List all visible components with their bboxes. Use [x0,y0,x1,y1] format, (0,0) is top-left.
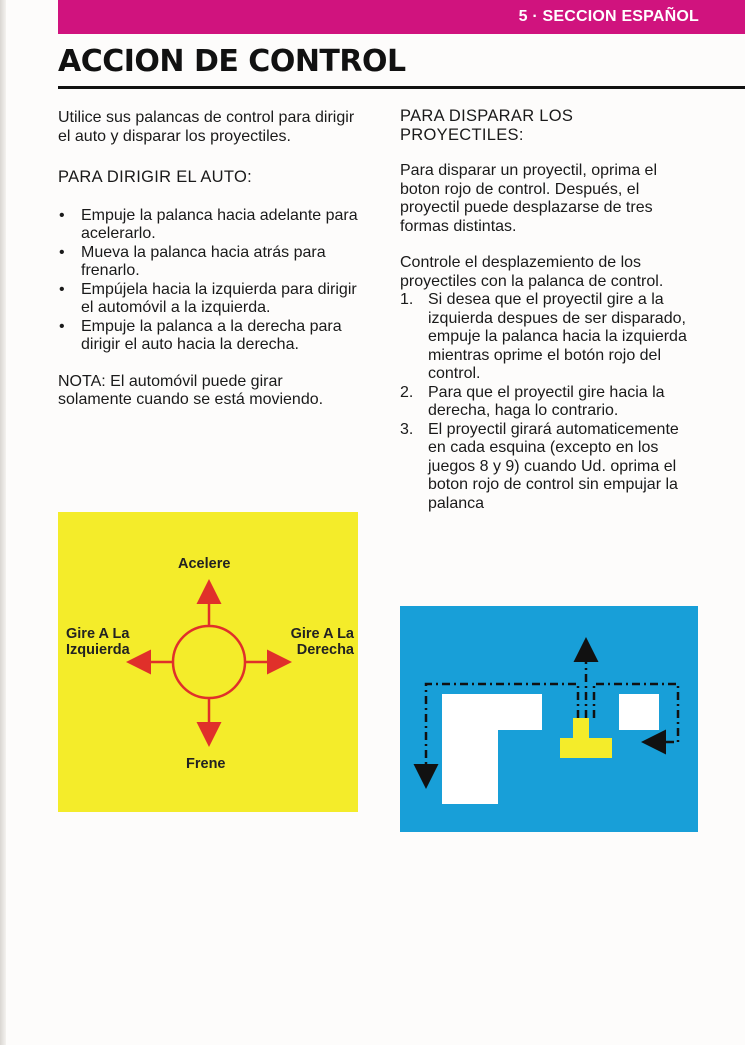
tank-turret [573,718,589,738]
note-paragraph: NOTA: El automóvil puede girar solamente cuando se está moviendo. [58,372,324,408]
joystick-center-circle [173,626,245,698]
left-column [58,109,358,410]
joystick-diagram [58,512,358,812]
list-item [400,421,700,514]
label-brake: Frene [186,756,226,772]
list-item [400,291,700,384]
list-item: • Empuje la palanca hacia adelante para acelerarlo. [58,207,358,244]
title-underline [58,86,745,89]
right-column [400,107,700,513]
list-item [400,384,700,421]
label-turn-right: Gire A La Derecha [290,626,354,658]
page-spine-shadow [0,0,6,1045]
fire-intro-paragraph: Para disparar un proyectil, oprima el boton rojo de control. Después, el proyectil puede desplazarse de tres formas distintas. [400,162,658,235]
control-intro-paragraph: Controle el desplazemiento de los proyectiles con la palanca de control. [400,254,664,290]
tank-body [560,738,612,758]
steer-bullet-list [58,207,358,355]
step-text: El proyectil girará automaticemente en cada esquina (excepto en los juegos 8 y 9) cuando Ud. oprima el boton rojo de control sin empujar la palanca [428,420,679,512]
projectile-path-graphic [400,606,698,832]
label-accelerate: Acelere [178,556,231,572]
list-item: • Empuje la palanca a la derecha para dirigir el auto hacia la derecha. [58,318,358,355]
l-shaped-barrier [442,694,542,804]
intro-paragraph: Utilice sus palancas de control para dirigir el auto y disparar los proyectiles. [58,109,355,145]
step-number: 3. [400,420,414,438]
step-number: 1. [400,291,414,308]
step-text: Para que el proyectil gire hacia la derecha, haga lo contrario. [428,383,665,419]
section-header-bar [58,0,745,34]
steer-heading: PARA DIRIGIR EL AUTO: [58,168,252,186]
fire-steps-list [400,291,700,513]
step-text: Si desea que el proyectil gire a la izquierda despues de ser disparado, empuje la palanca hacia la izquierda mientras oprime el botón rojo del control. [428,291,687,382]
section-label: 5 · SECCION ESPAÑOL [518,8,699,25]
label-turn-left: Gire A La Izquierda [66,626,130,658]
page-title: ACCION DE CONTROL [58,44,406,79]
list-item: • Mueva la palanca hacia atrás para frenarlo. [58,244,358,281]
square-barrier [619,694,659,730]
projectile-path-diagram [400,606,698,832]
step-number: 2. [400,383,414,401]
fire-heading: PARA DISPARAR LOS PROYECTILES: [400,107,574,144]
list-item: • Empújela hacia la izquierda para dirigir el automóvil a la izquierda. [58,281,358,318]
